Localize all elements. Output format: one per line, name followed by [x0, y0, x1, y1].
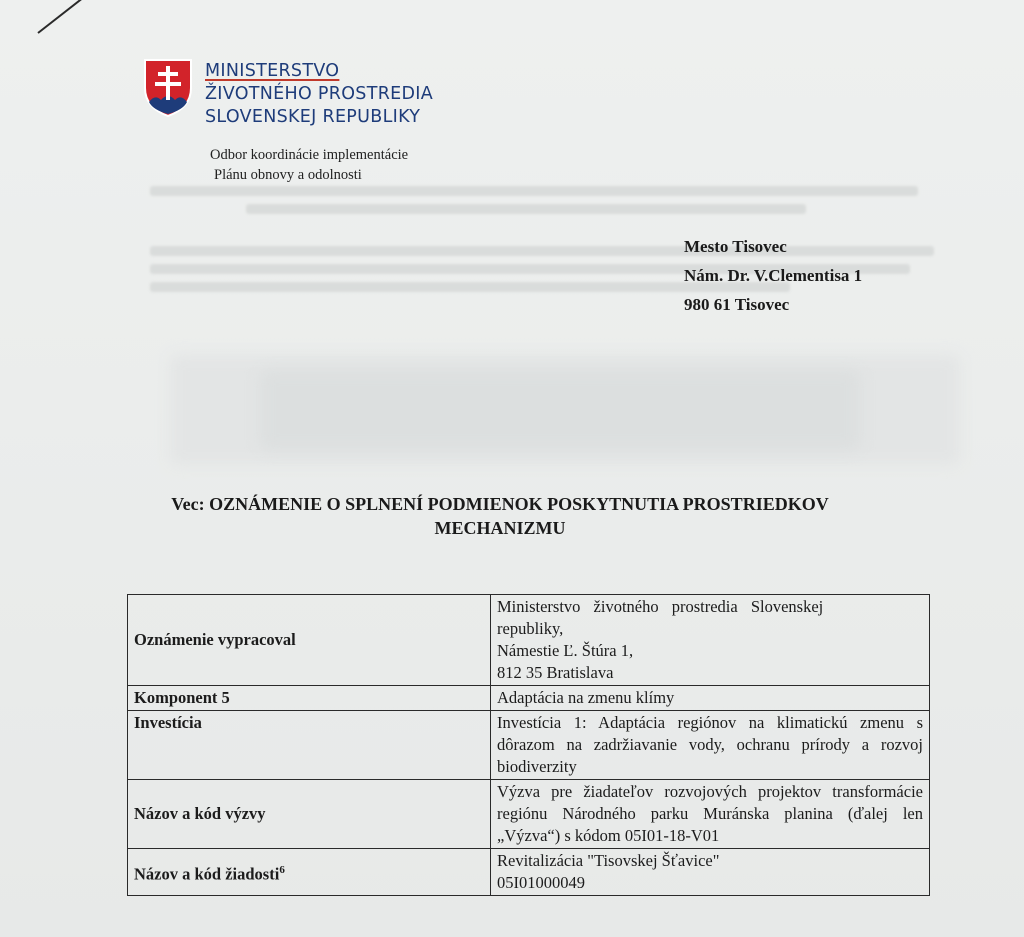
ministry-name [205, 60, 433, 129]
ministry-line-3: SLOVENSKEJ REPUBLIKY [205, 107, 421, 127]
value-line: republiky, [497, 619, 564, 638]
value-line: 05I01000049 [497, 873, 585, 892]
redacted-area-inner [260, 370, 860, 450]
row-key-text: Názov a kód žiadosti [134, 864, 280, 884]
row-key: Komponent 5 [128, 686, 491, 711]
recipient-line-2: Nám. Dr. V.Clementisa 1 [684, 266, 863, 285]
row-key [128, 849, 491, 896]
slovak-coat-of-arms-icon [143, 58, 193, 118]
table-row [128, 780, 930, 849]
table-row [128, 595, 930, 686]
pen-mark [37, 0, 84, 34]
department-name [210, 145, 408, 185]
value-line: Ministerstvo životného prostredia Slovenskej [497, 597, 824, 616]
row-key: Investícia [128, 711, 491, 780]
subject-title: OZNÁMENIE O SPLNENÍ PODMIENOK POSKYTNUTIA PROSTRIEDKOV MECHANIZMU [209, 494, 829, 538]
recipient-address [684, 232, 862, 319]
subject-prefix: Vec: [171, 494, 205, 514]
department-line-2: Plánu obnovy a odolnosti [214, 167, 362, 183]
department-line-1: Odbor koordinácie implementácie [210, 147, 409, 163]
subject-line [120, 492, 880, 540]
table-row [128, 849, 930, 896]
row-value [491, 849, 930, 896]
row-value: Adaptácia na zmenu klímy [491, 686, 930, 711]
table-row [128, 711, 930, 780]
ministry-line-1: MINISTERSTVO [205, 61, 340, 81]
value-line: 812 35 Bratislava [497, 663, 614, 682]
value-line: Revitalizácia "Tisovskej Šťavice" [497, 851, 720, 870]
footnote-marker: 6 [279, 863, 285, 876]
row-key: Oznámenie vypracoval [128, 595, 491, 686]
table-row [128, 686, 930, 711]
value-line: Námestie Ľ. Štúra 1, [497, 641, 634, 660]
row-value: Výzva pre žiadateľov rozvojových projektov transformácie regiónu Národného parku Muránska planina (ďalej len „Výzva“) s kódom 05I01-18-V01 [491, 780, 930, 849]
row-key: Názov a kód výzvy [128, 780, 491, 849]
details-table [127, 594, 930, 896]
ministry-line-2: ŽIVOTNÉHO PROSTREDIA [205, 84, 434, 104]
row-value [491, 595, 930, 686]
recipient-line-3: 980 61 Tisovec [684, 295, 790, 314]
recipient-line-1: Mesto Tisovec [684, 237, 787, 256]
row-value: Investícia 1: Adaptácia regiónov na klimatickú zmenu s dôrazom na zadržiavanie vody, ochranu prírody a rozvoj biodiverzity [491, 711, 930, 780]
